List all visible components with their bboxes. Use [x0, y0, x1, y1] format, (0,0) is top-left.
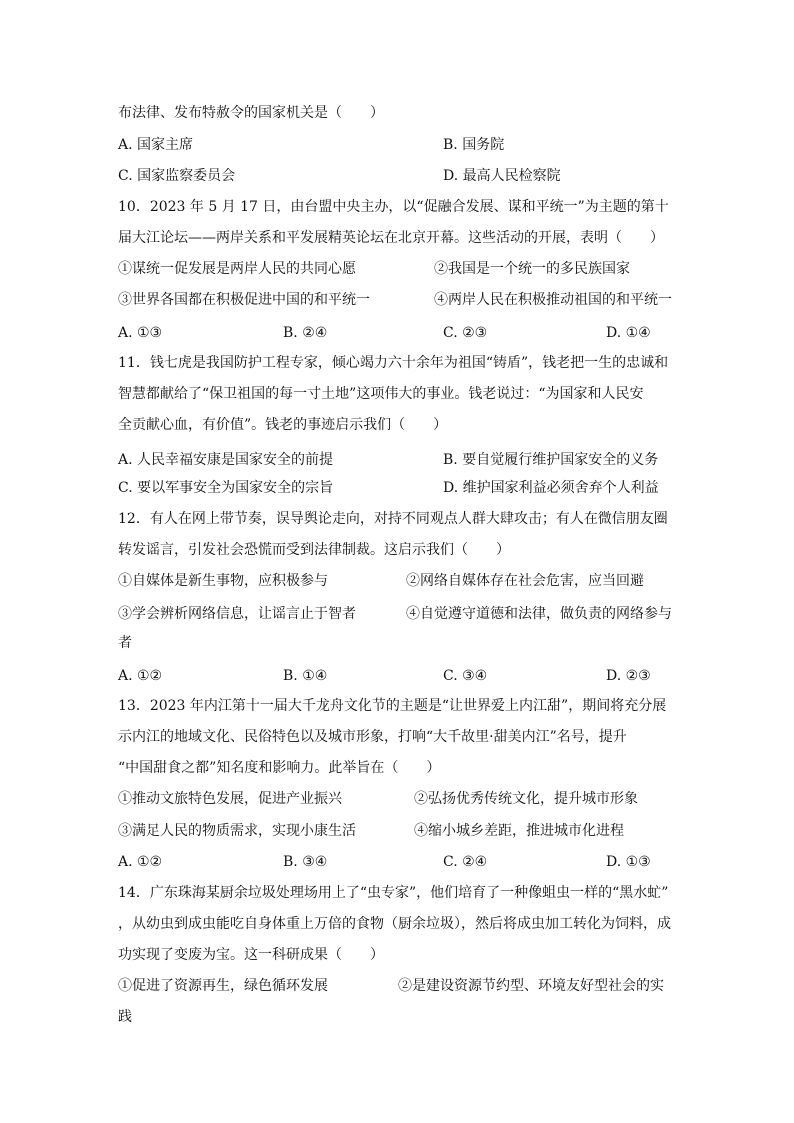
q12-stem-line-2: 转发谣言，引发社会恐慌而受到法律制裁。这启示我们（ ）	[118, 542, 510, 558]
q12-option-b: B. ①④	[283, 668, 328, 684]
q13-statement-4: ④缩小城乡差距，推进城市化进程	[414, 823, 624, 839]
q12-statement-3: ③学会辨析网络信息，让谣言止于智者	[118, 606, 356, 622]
q13-option-a: A. ①②	[118, 854, 163, 870]
q10-option-d: D. ①④	[606, 325, 651, 341]
q13-option-d: D. ①③	[606, 854, 651, 870]
q12-option-c: C. ③④	[443, 668, 488, 684]
q13-statement-3: ③满足人民的物质需求，实现小康生活	[118, 823, 356, 839]
q13-option-b: B. ③④	[283, 854, 328, 870]
q10-statement-2: ②我国是一个统一的多民族国家	[434, 261, 630, 277]
q10-stem-line-1: 10．2023 年 5 月 17 日，由台盟中央主办，以“促融合发展、谋和平统一”为主题的第十	[118, 199, 669, 215]
q12-statement-4-wrap: 者	[118, 635, 132, 651]
q10-statement-4: ④两岸人民在积极推动祖国的和平统一	[434, 292, 672, 308]
q11-stem-line-2: 智慧都献给了“保卫祖国的每一寸土地”这项伟大的事业。钱老说过：“为国家和人民安	[118, 386, 644, 402]
q14-stem-line-2: ，从幼虫到成虫能吃自身体重上万倍的食物（厨余垃圾），然后将成虫加工转化为饲料，成	[118, 916, 671, 932]
q11-option-d: D. 维护国家利益必须舍弃个人利益	[443, 480, 659, 496]
q13-statement-2: ②弘扬优秀传统文化，提升城市形象	[414, 791, 638, 807]
q13-stem-line-1: 13．2023 年内江第十一届大千龙舟文化节的主题是“让世界爱上内江甜”，期间将充分展	[118, 698, 667, 714]
q9-option-d: D. 最高人民检察院	[443, 168, 561, 184]
q13-statement-1: ①推动文旅特色发展，促进产业振兴	[118, 791, 342, 807]
q12-statement-2: ②网络自媒体存在社会危害，应当回避	[406, 573, 644, 589]
q12-statement-4: ④自觉遵守道德和法律，做负责的网络参与	[406, 606, 672, 622]
q13-stem-line-3: “中国甜食之都”知名度和影响力。此举旨在（ ）	[118, 760, 441, 776]
q9-option-b: B. 国务院	[443, 137, 505, 153]
q9-option-c: C. 国家监察委员会	[118, 168, 236, 184]
q9-stem-tail: 布法律、发布特赦令的国家机关是（ ）	[118, 105, 384, 121]
q14-stem-line-1: 14．广东珠海某厨余垃圾处理场用上了“虫专家”，他们培育了一种像蛆虫一样的“黑水虻”	[118, 885, 669, 901]
q11-stem-line-3: 全贡献心血，有价值”。钱老的事迹启示我们（ ）	[118, 417, 448, 433]
q10-option-c: C. ②③	[443, 325, 488, 341]
q9-option-a: A. 国家主席	[118, 137, 194, 153]
q14-statement-2: ②是建设资源节约型、环境友好型社会的实	[398, 978, 664, 994]
q10-statement-3: ③世界各国都在积极促进中国的和平统一	[118, 292, 370, 308]
q12-option-d: D. ②③	[606, 668, 651, 684]
q12-statement-1: ①自媒体是新生事物，应积极参与	[118, 573, 328, 589]
q14-stem-line-3: 功实现了变废为宝。这一科研成果（ ）	[118, 947, 384, 963]
q10-stem-line-2: 届大江论坛——两岸关系和平发展精英论坛在北京开幕。这些活动的开展，表明（ ）	[118, 230, 664, 246]
q10-statement-1: ①谋统一促发展是两岸人民的共同心愿	[118, 261, 356, 277]
q13-option-c: C. ②④	[443, 854, 488, 870]
q11-option-c: C. 要以军事安全为国家安全的宗旨	[118, 480, 334, 496]
q10-option-b: B. ②④	[283, 325, 328, 341]
q11-stem-line-1: 11．钱七虎是我国防护工程专家，倾心竭力六十余年为祖国“铸盾”，钱老把一生的忠诚和	[118, 355, 669, 371]
q11-option-a: A. 人民幸福安康是国家安全的前提	[118, 452, 334, 468]
q14-statement-2-wrap: 践	[118, 1009, 132, 1025]
q12-stem-line-1: 12．有人在网上带节奏，误导舆论走向，对持不同观点人群大肆攻击；有人在微信朋友圈	[118, 511, 668, 527]
q14-statement-1: ①促进了资源再生，绿色循环发展	[118, 978, 328, 994]
q10-option-a: A. ①③	[118, 325, 163, 341]
q12-option-a: A. ①②	[118, 668, 163, 684]
q11-option-b: B. 要自觉履行维护国家安全的义务	[443, 452, 659, 468]
q13-stem-line-2: 示内江的地域文化、民俗特色以及城市形象，打响“大千故里·甜美内江”名号，提升	[118, 729, 627, 745]
